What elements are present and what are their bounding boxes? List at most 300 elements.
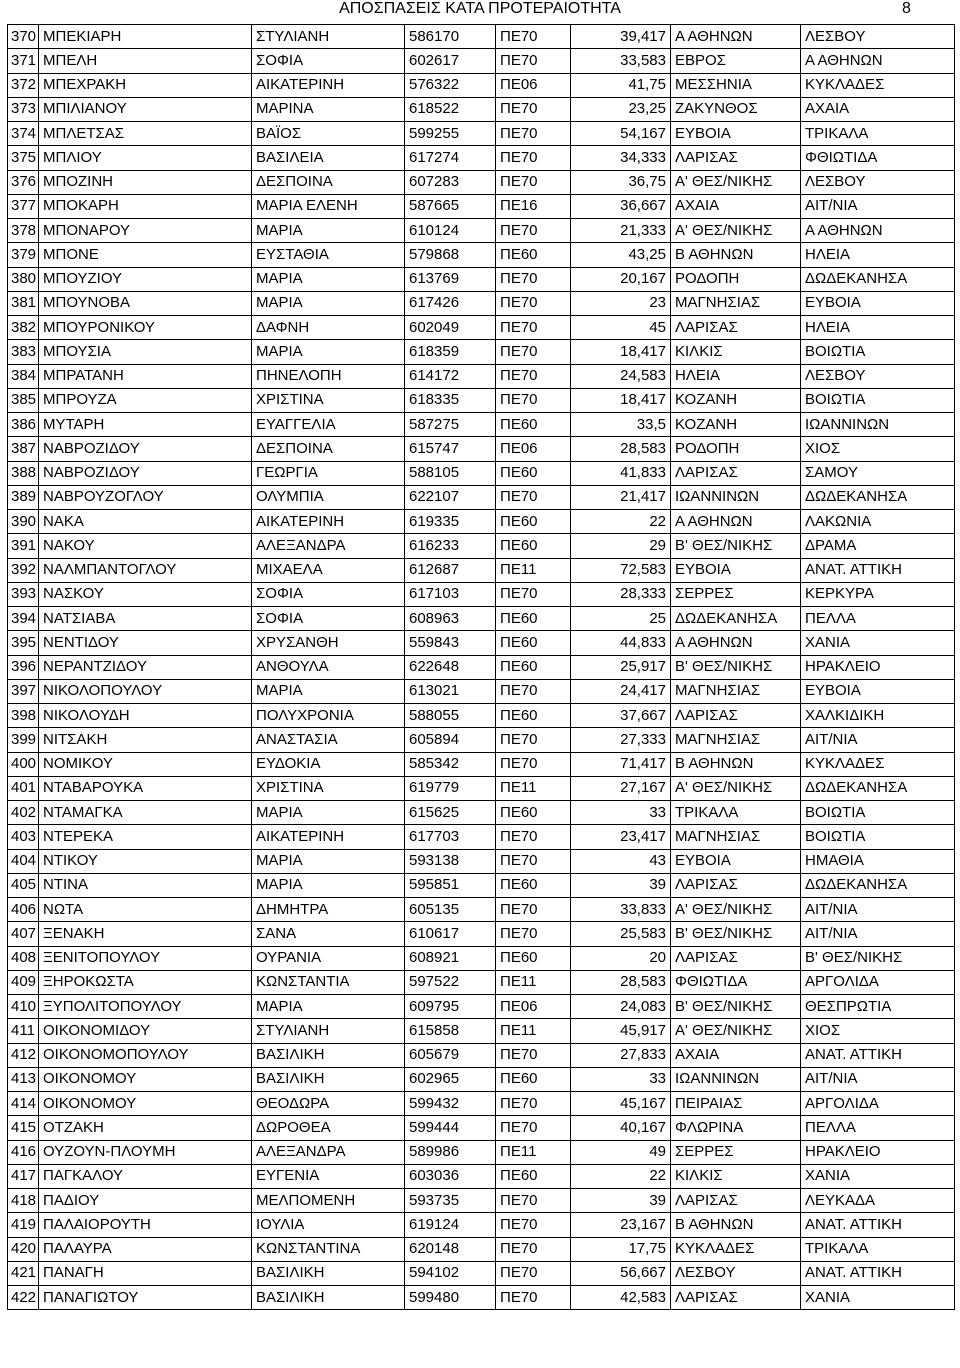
cell-row-number: 386 [8, 413, 39, 437]
cell-origin-area: Β' ΘΕΣ/ΝΙΚΗΣ [671, 922, 801, 946]
cell-destination-area: ΗΡΑΚΛΕΙΟ [801, 655, 955, 679]
cell-origin-area: ΚΙΛΚΙΣ [671, 340, 801, 364]
cell-first-name: ΧΡΙΣΤΙΝΑ [252, 388, 405, 412]
cell-specialty: ΠΕ70 [496, 1092, 571, 1116]
cell-registry-id: 594102 [405, 1261, 496, 1285]
cell-first-name: ΕΥΔΟΚΙΑ [252, 752, 405, 776]
cell-row-number: 408 [8, 946, 39, 970]
cell-origin-area: ΦΘΙΩΤΙΔΑ [671, 970, 801, 994]
cell-registry-id: 587665 [405, 194, 496, 218]
cell-origin-area: Β ΑΘΗΝΩΝ [671, 1213, 801, 1237]
cell-destination-area: ΙΩΑΝΝΙΝΩΝ [801, 413, 955, 437]
cell-origin-area: ΕΥΒΟΙΑ [671, 558, 801, 582]
cell-destination-area: ΔΩΔΕΚΑΝΗΣΑ [801, 873, 955, 897]
cell-registry-id: 612687 [405, 558, 496, 582]
cell-specialty: ΠΕ70 [496, 1043, 571, 1067]
cell-surname: ΞΕΝΙΤΟΠΟΥΛΟΥ [39, 946, 252, 970]
cell-destination-area: ΕΥΒΟΙΑ [801, 291, 955, 315]
cell-row-number: 421 [8, 1261, 39, 1285]
cell-specialty: ΠΕ70 [496, 485, 571, 509]
cell-points: 44,833 [571, 631, 671, 655]
cell-first-name: ΑΙΚΑΤΕΡΙΝΗ [252, 510, 405, 534]
cell-row-number: 396 [8, 655, 39, 679]
cell-destination-area: ΑΡΓΟΛΙΔΑ [801, 970, 955, 994]
table-row [8, 776, 955, 800]
cell-destination-area: ΑΙΤ/ΝΙΑ [801, 728, 955, 752]
cell-origin-area: ΛΑΡΙΣΑΣ [671, 946, 801, 970]
cell-destination-area: ΛΑΚΩΝΙΑ [801, 510, 955, 534]
cell-row-number: 373 [8, 97, 39, 121]
cell-specialty: ΠΕ70 [496, 1213, 571, 1237]
cell-row-number: 379 [8, 243, 39, 267]
cell-specialty: ΠΕ70 [496, 97, 571, 121]
cell-surname: ΝΑΒΡΟΖΙΔΟΥ [39, 461, 252, 485]
cell-row-number: 393 [8, 582, 39, 606]
cell-first-name: ΓΕΩΡΓΙΑ [252, 461, 405, 485]
cell-origin-area: ΛΑΡΙΣΑΣ [671, 1189, 801, 1213]
table-row [8, 243, 955, 267]
table-row [8, 995, 955, 1019]
cell-row-number: 398 [8, 704, 39, 728]
cell-destination-area: Α ΑΘΗΝΩΝ [801, 219, 955, 243]
cell-origin-area: Β' ΘΕΣ/ΝΙΚΗΣ [671, 534, 801, 558]
cell-points: 41,833 [571, 461, 671, 485]
cell-first-name: ΣΟΦΙΑ [252, 582, 405, 606]
cell-specialty: ΠΕ70 [496, 1116, 571, 1140]
cell-first-name: ΔΗΜΗΤΡΑ [252, 898, 405, 922]
cell-row-number: 414 [8, 1092, 39, 1116]
cell-row-number: 378 [8, 219, 39, 243]
cell-destination-area: ΒΟΙΩΤΙΑ [801, 801, 955, 825]
table-row [8, 873, 955, 897]
page-number: 8 [902, 0, 911, 17]
cell-first-name: ΒΑΣΙΛΙΚΗ [252, 1067, 405, 1091]
cell-surname: ΝΤΑΜΑΓΚΑ [39, 801, 252, 825]
cell-destination-area: ΠΕΛΛΑ [801, 1116, 955, 1140]
cell-registry-id: 615747 [405, 437, 496, 461]
cell-points: 17,75 [571, 1237, 671, 1261]
table-row [8, 388, 955, 412]
table-row [8, 25, 955, 49]
cell-destination-area: ΑΝΑΤ. ΑΤΤΙΚΗ [801, 558, 955, 582]
table-row [8, 1237, 955, 1261]
cell-origin-area: Α' ΘΕΣ/ΝΙΚΗΣ [671, 219, 801, 243]
cell-first-name: ΜΑΡΙΑ ΕΛΕΝΗ [252, 194, 405, 218]
cell-origin-area: ΚΥΚΛΑΔΕΣ [671, 1237, 801, 1261]
cell-first-name: ΚΩΝΣΤΑΝΤΙΝΑ [252, 1237, 405, 1261]
cell-destination-area: ΒΟΙΩΤΙΑ [801, 340, 955, 364]
cell-specialty: ΠΕ06 [496, 995, 571, 1019]
cell-surname: ΟΙΚΟΝΟΜΟΥ [39, 1092, 252, 1116]
cell-destination-area: ΗΜΑΘΙΑ [801, 849, 955, 873]
cell-points: 28,583 [571, 437, 671, 461]
cell-destination-area: ΑΧΑΙΑ [801, 97, 955, 121]
cell-registry-id: 607283 [405, 170, 496, 194]
cell-row-number: 404 [8, 849, 39, 873]
cell-specialty: ΠΕ70 [496, 219, 571, 243]
cell-specialty: ΠΕ60 [496, 704, 571, 728]
cell-points: 23,417 [571, 825, 671, 849]
cell-points: 39,417 [571, 25, 671, 49]
cell-origin-area: ΙΩΑΝΝΙΝΩΝ [671, 1067, 801, 1091]
cell-surname: ΝΤΑΒΑΡΟΥΚΑ [39, 776, 252, 800]
cell-registry-id: 587275 [405, 413, 496, 437]
cell-first-name: ΔΑΦΝΗ [252, 316, 405, 340]
cell-registry-id: 589986 [405, 1140, 496, 1164]
cell-destination-area: Α ΑΘΗΝΩΝ [801, 49, 955, 73]
cell-row-number: 383 [8, 340, 39, 364]
cell-specialty: ΠΕ70 [496, 1286, 571, 1310]
cell-registry-id: 610124 [405, 219, 496, 243]
cell-registry-id: 602617 [405, 49, 496, 73]
cell-row-number: 387 [8, 437, 39, 461]
cell-registry-id: 619779 [405, 776, 496, 800]
table-row [8, 1092, 955, 1116]
cell-registry-id: 615858 [405, 1019, 496, 1043]
cell-surname: ΜΠΟΥΡΟΝΙΚΟΥ [39, 316, 252, 340]
cell-registry-id: 613769 [405, 267, 496, 291]
cell-first-name: ΠΗΝΕΛΟΠΗ [252, 364, 405, 388]
cell-destination-area: ΛΕΣΒΟΥ [801, 25, 955, 49]
cell-points: 20,167 [571, 267, 671, 291]
cell-first-name: ΘΕΟΔΩΡΑ [252, 1092, 405, 1116]
cell-specialty: ΠΕ70 [496, 49, 571, 73]
cell-specialty: ΠΕ70 [496, 849, 571, 873]
cell-origin-area: ΖΑΚΥΝΘΟΣ [671, 97, 801, 121]
cell-registry-id: 605135 [405, 898, 496, 922]
cell-registry-id: 586170 [405, 25, 496, 49]
cell-registry-id: 602049 [405, 316, 496, 340]
cell-destination-area: ΧΑΝΙΑ [801, 631, 955, 655]
cell-origin-area: ΕΥΒΟΙΑ [671, 849, 801, 873]
cell-points: 39 [571, 873, 671, 897]
cell-destination-area: ΤΡΙΚΑΛΑ [801, 122, 955, 146]
cell-origin-area: ΑΧΑΙΑ [671, 194, 801, 218]
cell-points: 23,25 [571, 97, 671, 121]
cell-origin-area: ΛΑΡΙΣΑΣ [671, 461, 801, 485]
cell-first-name: ΑΝΑΣΤΑΣΙΑ [252, 728, 405, 752]
cell-specialty: ΠΕ70 [496, 728, 571, 752]
cell-specialty: ΠΕ70 [496, 267, 571, 291]
cell-row-number: 384 [8, 364, 39, 388]
cell-first-name: ΟΛΥΜΠΙΑ [252, 485, 405, 509]
table-row [8, 73, 955, 97]
cell-registry-id: 576322 [405, 73, 496, 97]
cell-surname: ΝΙΚΟΛΟΠΟΥΛΟΥ [39, 679, 252, 703]
cell-origin-area: ΜΕΣΣΗΝΙΑ [671, 73, 801, 97]
cell-specialty: ΠΕ11 [496, 1019, 571, 1043]
cell-destination-area: ΦΘΙΩΤΙΔΑ [801, 146, 955, 170]
table-row [8, 825, 955, 849]
cell-points: 24,583 [571, 364, 671, 388]
cell-surname: ΜΠΟΖΙΝΗ [39, 170, 252, 194]
table-row [8, 485, 955, 509]
cell-surname: ΝΕΝΤΙΔΟΥ [39, 631, 252, 655]
cell-first-name: ΠΟΛΥΧΡΟΝΙΑ [252, 704, 405, 728]
cell-origin-area: Β' ΘΕΣ/ΝΙΚΗΣ [671, 995, 801, 1019]
cell-origin-area: ΜΑΓΝΗΣΙΑΣ [671, 728, 801, 752]
cell-first-name: ΜΑΡΙΑ [252, 995, 405, 1019]
cell-specialty: ΠΕ70 [496, 1237, 571, 1261]
cell-surname: ΟΙΚΟΝΟΜΙΔΟΥ [39, 1019, 252, 1043]
cell-points: 39 [571, 1189, 671, 1213]
cell-registry-id: 617426 [405, 291, 496, 315]
cell-destination-area: ΒΟΙΩΤΙΑ [801, 388, 955, 412]
cell-specialty: ΠΕ11 [496, 776, 571, 800]
cell-specialty: ΠΕ70 [496, 291, 571, 315]
cell-row-number: 415 [8, 1116, 39, 1140]
cell-registry-id: 615625 [405, 801, 496, 825]
cell-specialty: ΠΕ70 [496, 146, 571, 170]
cell-destination-area: Β' ΘΕΣ/ΝΙΚΗΣ [801, 946, 955, 970]
table-row [8, 582, 955, 606]
cell-points: 20 [571, 946, 671, 970]
cell-surname: ΝΑΤΣΙΑΒΑ [39, 607, 252, 631]
cell-points: 33,583 [571, 49, 671, 73]
cell-destination-area: ΑΙΤ/ΝΙΑ [801, 1067, 955, 1091]
table-row [8, 364, 955, 388]
cell-registry-id: 593138 [405, 849, 496, 873]
cell-surname: ΝΙΤΣΑΚΗ [39, 728, 252, 752]
cell-specialty: ΠΕ70 [496, 922, 571, 946]
cell-origin-area: ΡΟΔΟΠΗ [671, 267, 801, 291]
cell-surname: ΠΑΝΑΓΗ [39, 1261, 252, 1285]
cell-registry-id: 588055 [405, 704, 496, 728]
cell-destination-area: ΚΕΡΚΥΡΑ [801, 582, 955, 606]
cell-registry-id: 618335 [405, 388, 496, 412]
table-row [8, 679, 955, 703]
cell-surname: ΜΠΡΟΥΖΑ [39, 388, 252, 412]
cell-first-name: ΒΑΪΟΣ [252, 122, 405, 146]
table-row [8, 704, 955, 728]
cell-origin-area: Α' ΘΕΣ/ΝΙΚΗΣ [671, 170, 801, 194]
cell-destination-area: ΔΩΔΕΚΑΝΗΣΑ [801, 776, 955, 800]
cell-points: 45,917 [571, 1019, 671, 1043]
cell-surname: ΟΙΚΟΝΟΜΟΥ [39, 1067, 252, 1091]
table-row [8, 1213, 955, 1237]
cell-row-number: 372 [8, 73, 39, 97]
cell-destination-area: ΔΩΔΕΚΑΝΗΣΑ [801, 485, 955, 509]
cell-specialty: ΠΕ70 [496, 364, 571, 388]
cell-row-number: 391 [8, 534, 39, 558]
page-header [0, 0, 960, 22]
table-row [8, 607, 955, 631]
cell-points: 28,333 [571, 582, 671, 606]
cell-row-number: 388 [8, 461, 39, 485]
cell-origin-area: ΚΟΖΑΝΗ [671, 388, 801, 412]
cell-first-name: ΙΟΥΛΙΑ [252, 1213, 405, 1237]
cell-specialty: ΠΕ60 [496, 873, 571, 897]
table-row [8, 1261, 955, 1285]
cell-registry-id: 618359 [405, 340, 496, 364]
cell-row-number: 419 [8, 1213, 39, 1237]
cell-surname: ΜΠΕΛΗ [39, 49, 252, 73]
cell-registry-id: 605894 [405, 728, 496, 752]
cell-first-name: ΑΛΕΞΑΝΔΡΑ [252, 1140, 405, 1164]
cell-destination-area: ΗΛΕΙΑ [801, 243, 955, 267]
cell-destination-area: ΗΛΕΙΑ [801, 316, 955, 340]
cell-destination-area: ΧΙΟΣ [801, 1019, 955, 1043]
cell-registry-id: 599444 [405, 1116, 496, 1140]
cell-row-number: 413 [8, 1067, 39, 1091]
cell-surname: ΠΑΔΙΟΥ [39, 1189, 252, 1213]
cell-points: 45 [571, 316, 671, 340]
cell-surname: ΜΠΛΙΟΥ [39, 146, 252, 170]
table-body [8, 25, 955, 1310]
cell-points: 43 [571, 849, 671, 873]
table-row [8, 194, 955, 218]
cell-registry-id: 620148 [405, 1237, 496, 1261]
cell-registry-id: 585342 [405, 752, 496, 776]
cell-specialty: ΠΕ70 [496, 582, 571, 606]
cell-surname: ΝΟΜΙΚΟΥ [39, 752, 252, 776]
cell-first-name: ΣΤΥΛΙΑΝΗ [252, 1019, 405, 1043]
cell-points: 23 [571, 291, 671, 315]
cell-first-name: ΜΑΡΙΑ [252, 679, 405, 703]
cell-registry-id: 579868 [405, 243, 496, 267]
cell-destination-area: ΧΑΝΙΑ [801, 1164, 955, 1188]
cell-surname: ΜΠΛΕΤΣΑΣ [39, 122, 252, 146]
cell-specialty: ΠΕ60 [496, 243, 571, 267]
cell-destination-area: ΧΙΟΣ [801, 437, 955, 461]
table-row [8, 922, 955, 946]
cell-destination-area: ΠΕΛΛΑ [801, 607, 955, 631]
table-row [8, 801, 955, 825]
cell-origin-area: ΕΒΡΟΣ [671, 49, 801, 73]
cell-row-number: 394 [8, 607, 39, 631]
cell-registry-id: 599432 [405, 1092, 496, 1116]
cell-specialty: ΠΕ60 [496, 1164, 571, 1188]
cell-first-name: ΜΑΡΙΑ [252, 219, 405, 243]
cell-registry-id: 609795 [405, 995, 496, 1019]
cell-origin-area: ΛΑΡΙΣΑΣ [671, 1286, 801, 1310]
cell-points: 21,333 [571, 219, 671, 243]
table-row [8, 219, 955, 243]
cell-registry-id: 559843 [405, 631, 496, 655]
cell-origin-area: Α' ΘΕΣ/ΝΙΚΗΣ [671, 898, 801, 922]
cell-points: 29 [571, 534, 671, 558]
cell-registry-id: 608963 [405, 607, 496, 631]
cell-first-name: ΜΑΡΙΑ [252, 340, 405, 364]
cell-surname: ΝΤΙΝΑ [39, 873, 252, 897]
cell-row-number: 381 [8, 291, 39, 315]
cell-first-name: ΒΑΣΙΛΕΙΑ [252, 146, 405, 170]
table-row [8, 1043, 955, 1067]
cell-specialty: ΠΕ60 [496, 510, 571, 534]
cell-destination-area: ΑΡΓΟΛΙΔΑ [801, 1092, 955, 1116]
cell-first-name: ΒΑΣΙΛΙΚΗ [252, 1043, 405, 1067]
cell-registry-id: 613021 [405, 679, 496, 703]
cell-specialty: ΠΕ11 [496, 558, 571, 582]
cell-destination-area: ΔΡΑΜΑ [801, 534, 955, 558]
cell-surname: ΜΠΕΚΙΑΡΗ [39, 25, 252, 49]
cell-specialty: ΠΕ11 [496, 970, 571, 994]
cell-surname: ΝΤΕΡΕΚΑ [39, 825, 252, 849]
table-row [8, 728, 955, 752]
cell-row-number: 397 [8, 679, 39, 703]
cell-surname: ΝΑΒΡΟΥΖΟΓΛΟΥ [39, 485, 252, 509]
cell-row-number: 412 [8, 1043, 39, 1067]
cell-first-name: ΕΥΑΓΓΕΛΙΑ [252, 413, 405, 437]
cell-surname: ΜΠΟΚΑΡΗ [39, 194, 252, 218]
cell-points: 33 [571, 801, 671, 825]
table-row [8, 946, 955, 970]
cell-origin-area: ΛΑΡΙΣΑΣ [671, 704, 801, 728]
cell-surname: ΝΑΣΚΟΥ [39, 582, 252, 606]
cell-destination-area: ΑΙΤ/ΝΙΑ [801, 898, 955, 922]
cell-first-name: ΜΙΧΑΕΛΑ [252, 558, 405, 582]
cell-origin-area: ΜΑΓΝΗΣΙΑΣ [671, 679, 801, 703]
cell-specialty: ΠΕ70 [496, 170, 571, 194]
table-row [8, 170, 955, 194]
cell-origin-area: ΕΥΒΟΙΑ [671, 122, 801, 146]
cell-surname: ΝΩΤΑ [39, 898, 252, 922]
cell-first-name: ΟΥΡΑΝΙΑ [252, 946, 405, 970]
cell-surname: ΝΑΒΡΟΖΙΔΟΥ [39, 437, 252, 461]
cell-destination-area: ΑΝΑΤ. ΑΤΤΙΚΗ [801, 1261, 955, 1285]
table-row [8, 1067, 955, 1091]
cell-origin-area: ΔΩΔΕΚΑΝΗΣΑ [671, 607, 801, 631]
cell-points: 33,833 [571, 898, 671, 922]
cell-origin-area: ΜΑΓΝΗΣΙΑΣ [671, 825, 801, 849]
document-title: ΑΠΟΣΠΑΣΕΙΣ ΚΑΤΑ ΠΡΟΤΕΡΑΙΟΤΗΤΑ [339, 0, 621, 17]
cell-specialty: ΠΕ70 [496, 679, 571, 703]
cell-origin-area: ΡΟΔΟΠΗ [671, 437, 801, 461]
cell-destination-area: ΗΡΑΚΛΕΙΟ [801, 1140, 955, 1164]
cell-specialty: ΠΕ60 [496, 655, 571, 679]
cell-first-name: ΣΤΥΛΙΑΝΗ [252, 25, 405, 49]
cell-row-number: 416 [8, 1140, 39, 1164]
cell-registry-id: 595851 [405, 873, 496, 897]
cell-points: 25,583 [571, 922, 671, 946]
cell-first-name: ΣΑΝΑ [252, 922, 405, 946]
cell-specialty: ΠΕ70 [496, 122, 571, 146]
table-row [8, 340, 955, 364]
cell-origin-area: ΙΩΑΝΝΙΝΩΝ [671, 485, 801, 509]
cell-specialty: ΠΕ60 [496, 607, 571, 631]
cell-specialty: ΠΕ70 [496, 1261, 571, 1285]
table-row [8, 849, 955, 873]
cell-specialty: ΠΕ60 [496, 946, 571, 970]
cell-surname: ΜΠΙΛΙΑΝΟΥ [39, 97, 252, 121]
cell-points: 33,5 [571, 413, 671, 437]
cell-points: 36,667 [571, 194, 671, 218]
cell-origin-area: ΚΙΛΚΙΣ [671, 1164, 801, 1188]
cell-points: 34,333 [571, 146, 671, 170]
cell-points: 27,167 [571, 776, 671, 800]
table-row [8, 146, 955, 170]
cell-registry-id: 603036 [405, 1164, 496, 1188]
cell-origin-area: ΣΕΡΡΕΣ [671, 1140, 801, 1164]
cell-first-name: ΕΥΣΤΑΘΙΑ [252, 243, 405, 267]
cell-specialty: ΠΕ70 [496, 898, 571, 922]
table-row [8, 558, 955, 582]
cell-specialty: ΠΕ70 [496, 1189, 571, 1213]
cell-surname: ΠΑΝΑΓΙΩΤΟΥ [39, 1286, 252, 1310]
cell-registry-id: 599255 [405, 122, 496, 146]
cell-points: 27,833 [571, 1043, 671, 1067]
cell-origin-area: ΑΧΑΙΑ [671, 1043, 801, 1067]
cell-points: 49 [571, 1140, 671, 1164]
cell-first-name: ΜΑΡΙΑ [252, 291, 405, 315]
table-row [8, 122, 955, 146]
cell-points: 27,333 [571, 728, 671, 752]
cell-points: 25,917 [571, 655, 671, 679]
transfers-table [7, 24, 955, 1310]
cell-row-number: 375 [8, 146, 39, 170]
cell-first-name: ΕΥΓΕΝΙΑ [252, 1164, 405, 1188]
cell-points: 56,667 [571, 1261, 671, 1285]
